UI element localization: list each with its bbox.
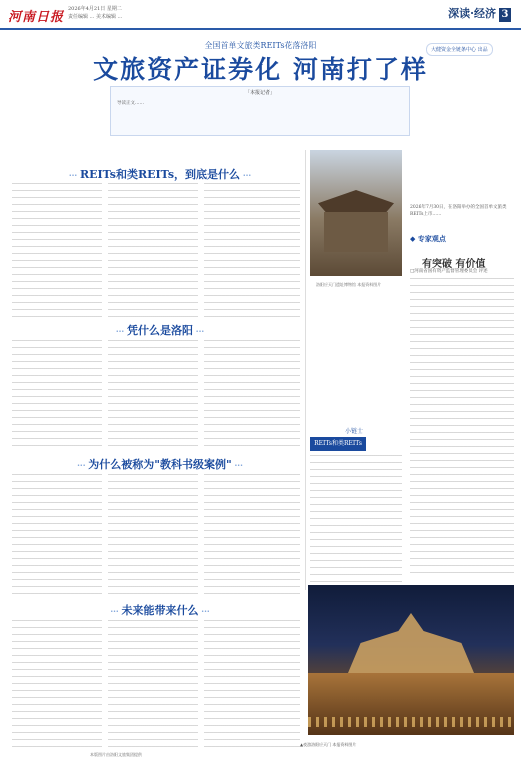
article-column xyxy=(204,183,300,317)
sidebar-title: 小链士 xyxy=(345,428,364,435)
section-title-3: ··· 为什么被称为"教科书级案例" ··· xyxy=(77,458,243,471)
article-column xyxy=(204,474,300,598)
photo-roof xyxy=(318,190,394,212)
article-column xyxy=(12,620,102,748)
lead-box xyxy=(110,86,410,136)
photo-pavilion xyxy=(348,613,474,673)
article-column xyxy=(204,340,300,450)
subheadline: 全国首单文旅类REITs花落洛阳 xyxy=(204,41,317,50)
expert-title: 有突破 有价值 xyxy=(422,259,486,270)
sidebar-column xyxy=(310,455,402,583)
section-label: 深读·经济 3 xyxy=(448,5,511,22)
sidebar-tag: REITs和类REITs xyxy=(310,437,366,451)
photo-hall xyxy=(324,212,388,252)
article-column xyxy=(108,183,198,317)
photo-caption: 洛阳应天门遗址博物馆 本报资料图片 xyxy=(316,282,382,287)
photo-caption-side: 2026年7月30日，在洛阳举办的全国首单文旅类REITs上市…… xyxy=(410,205,507,217)
masthead-meta: 2026年4月21日 星期二 责任编辑 ... 美术编辑 ... xyxy=(68,6,123,20)
expert-label: ◆ 专家观点 xyxy=(410,234,446,243)
article-column xyxy=(204,620,300,748)
publisher-tag: 大健资金全链条中心 出品 xyxy=(426,43,493,56)
article-column xyxy=(108,474,198,598)
expert-column xyxy=(410,278,514,578)
article-column xyxy=(12,340,102,450)
photo-pagoda xyxy=(310,150,402,276)
section-title-2: ··· 凭什么是洛阳 ··· xyxy=(115,324,205,337)
article-column xyxy=(108,340,198,450)
section-title-1: ··· REITs和类REITs，到底是什么 ··· xyxy=(68,168,252,181)
photo-caption-bottom: ▲夜游洛阳应天门 本报资料图片 xyxy=(300,742,357,747)
expert-subtitle: □河南省国有资产监督管理委员会 评述 xyxy=(410,269,488,274)
credit-line: 本版图片由洛阳文旅集团提供 xyxy=(90,752,142,757)
page-number: 3 xyxy=(499,8,511,22)
article-column xyxy=(12,183,102,317)
headline: 文旅资产证券化 河南打了样 xyxy=(93,55,428,84)
article-column xyxy=(12,474,102,598)
lead-text: 导读正文…… xyxy=(117,101,144,106)
column-divider xyxy=(305,150,306,590)
section-title-4: ··· 未来能带来什么 ··· xyxy=(110,604,210,617)
photo-lights xyxy=(308,717,514,727)
byline: 「本报记者」 xyxy=(244,90,275,96)
newspaper-logo: 河南日报 xyxy=(8,10,65,25)
photo-night-scene xyxy=(308,585,514,735)
article-column xyxy=(108,620,198,748)
